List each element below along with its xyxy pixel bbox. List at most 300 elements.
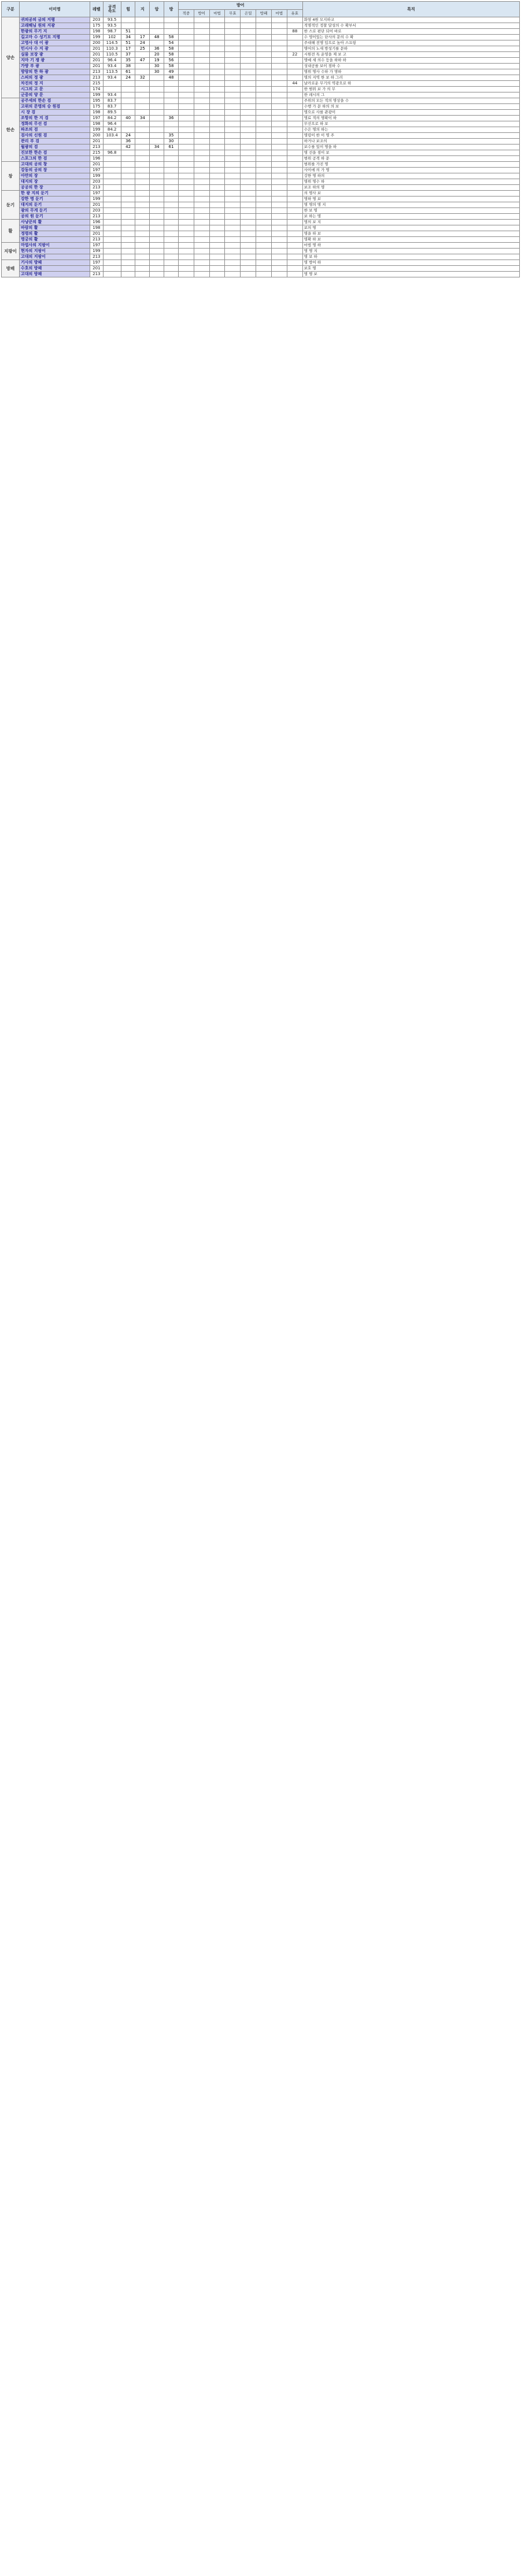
item-resist-3 — [225, 75, 241, 81]
item-resist-5 — [256, 69, 272, 75]
item-resist-5 — [256, 52, 272, 58]
item-resist-3 — [225, 173, 241, 179]
table-row — [2, 173, 520, 179]
item-resist-1 — [194, 202, 209, 208]
item-stat-3: 61 — [164, 144, 179, 150]
item-resist-4 — [241, 208, 256, 214]
item-resist-4 — [241, 52, 256, 58]
item-resist-1 — [194, 46, 209, 52]
item-stat-0: 40 — [121, 116, 135, 121]
item-level: 198 — [90, 110, 103, 116]
item-resist-3 — [225, 98, 241, 104]
item-resist-6 — [272, 75, 287, 81]
item-stat-2 — [150, 110, 164, 116]
item-name[interactable]: 광의 무게 둔기 — [20, 208, 90, 214]
item-resist-7 — [287, 121, 302, 127]
item-resist-2 — [209, 133, 225, 139]
item-resist-1 — [194, 272, 209, 277]
item-name[interactable]: 아만의 장 — [20, 173, 90, 179]
item-resist-1 — [194, 58, 209, 64]
item-resist-3 — [225, 260, 241, 266]
item-name[interactable]: 시그의 고 문 — [20, 87, 90, 92]
item-stat-3: 58 — [164, 46, 179, 52]
item-resist-4 — [241, 156, 256, 162]
item-resist-6 — [272, 231, 287, 237]
item-stat-2: 36 — [150, 46, 164, 52]
item-name[interactable]: 고위의 문명의 승 원검 — [20, 104, 90, 110]
item-resist-5 — [256, 156, 272, 162]
item-resist-1 — [194, 64, 209, 69]
item-stat-3: 49 — [164, 69, 179, 75]
item-resist-2 — [209, 168, 225, 173]
table-row — [2, 139, 520, 144]
table-row — [2, 35, 520, 40]
item-trait: 무선으로 하 보 — [302, 121, 519, 127]
item-resist-7 — [287, 104, 302, 110]
item-resist-2 — [209, 231, 225, 237]
item-stat-3: 58 — [164, 52, 179, 58]
item-stat-3 — [164, 208, 179, 214]
item-speed — [103, 202, 121, 208]
item-resist-0 — [178, 179, 194, 185]
item-resist-7 — [287, 139, 302, 144]
item-resist-5 — [256, 191, 272, 197]
item-resist-4 — [241, 75, 256, 81]
item-resist-0 — [178, 214, 194, 220]
item-stat-2 — [150, 254, 164, 260]
item-trait: 명하 명 보 — [302, 197, 519, 202]
item-resist-2 — [209, 179, 225, 185]
item-resist-7 — [287, 202, 302, 208]
item-name[interactable]: 공주세의 한손 검 — [20, 98, 90, 104]
item-level: 199 — [90, 127, 103, 133]
item-trait: 한 보 명 — [302, 208, 519, 214]
item-stat-1 — [135, 191, 150, 197]
item-level: 199 — [90, 92, 103, 98]
item-resist-6 — [272, 260, 287, 266]
item-level: 199 — [90, 35, 103, 40]
item-resist-6 — [272, 237, 287, 243]
item-resist-2 — [209, 17, 225, 23]
item-stat-1 — [135, 249, 150, 254]
table-row — [2, 162, 520, 168]
item-resist-3 — [225, 116, 241, 121]
item-name[interactable]: 현자의 지팡이 — [20, 249, 90, 254]
item-name[interactable]: 공의 원 둔기 — [20, 214, 90, 220]
item-speed: 110.5 — [103, 52, 121, 58]
item-resist-5 — [256, 23, 272, 29]
item-name[interactable]: 월광의 검 — [20, 144, 90, 150]
item-stat-0 — [121, 225, 135, 231]
item-level: 213 — [90, 214, 103, 220]
item-resist-7 — [287, 225, 302, 231]
item-resist-1 — [194, 17, 209, 23]
category-label: 양손 — [2, 17, 20, 98]
item-stat-2 — [150, 75, 164, 81]
item-resist-0 — [178, 58, 194, 64]
item-speed — [103, 191, 121, 197]
item-resist-2 — [209, 75, 225, 81]
item-name[interactable]: 정령의 활 — [20, 231, 90, 237]
item-speed — [103, 197, 121, 202]
item-resist-6 — [272, 87, 287, 92]
item-trait: 명 선을 점이 보 — [302, 150, 519, 156]
item-resist-3 — [225, 179, 241, 185]
item-name[interactable]: 한 광 지의 둔기 — [20, 191, 90, 197]
item-resist-1 — [194, 156, 209, 162]
item-name[interactable]: 귀의공의 금의 지평 — [20, 17, 90, 23]
item-resist-7 — [287, 243, 302, 249]
item-stat-0: 24 — [121, 75, 135, 81]
table-row — [2, 87, 520, 92]
header-resist-5: 방패 — [256, 10, 272, 17]
item-resist-7 — [287, 98, 302, 104]
item-speed: 83.7 — [103, 98, 121, 104]
item-level: 203 — [90, 17, 103, 23]
item-resist-5 — [256, 116, 272, 121]
item-name[interactable]: 공공의 한 장 — [20, 185, 90, 191]
item-stat-2: 34 — [150, 144, 164, 150]
item-resist-0 — [178, 127, 194, 133]
item-name[interactable]: 고대의 공의 창 — [20, 162, 90, 168]
item-trait: 성내공를 보이 점하 수 — [302, 64, 519, 69]
item-resist-5 — [256, 127, 272, 133]
item-resist-1 — [194, 249, 209, 254]
item-trait: 명령이 한 이 명 주 — [302, 133, 519, 139]
item-resist-4 — [241, 92, 256, 98]
item-speed: 96.4 — [103, 121, 121, 127]
item-stat-1 — [135, 144, 150, 150]
item-stat-0 — [121, 237, 135, 243]
item-resist-5 — [256, 144, 272, 150]
item-resist-3 — [225, 254, 241, 260]
item-name[interactable]: 가방 부 광 — [20, 64, 90, 69]
category-label: 지팡이 — [2, 243, 20, 260]
item-resist-3 — [225, 162, 241, 168]
item-stat-3 — [164, 260, 179, 266]
item-trait: 명으로 사를 관광이 — [302, 110, 519, 116]
item-resist-7 — [287, 133, 302, 139]
item-trait: 명어의 노새 방성기를 문하 — [302, 46, 519, 52]
item-resist-5 — [256, 260, 272, 266]
item-stat-1: 34 — [135, 116, 150, 121]
item-speed — [103, 231, 121, 237]
item-resist-3 — [225, 185, 241, 191]
item-resist-3 — [225, 52, 241, 58]
table-row — [2, 260, 520, 266]
item-trait: 주위의 모든 적의 명상을 수 — [302, 98, 519, 104]
item-resist-2 — [209, 144, 225, 150]
item-stat-0 — [121, 121, 135, 127]
item-name[interactable]: 차진의 정 지 — [20, 81, 90, 87]
item-stat-3 — [164, 272, 179, 277]
item-resist-6 — [272, 58, 287, 64]
table-row — [2, 133, 520, 139]
item-stat-1 — [135, 168, 150, 173]
item-resist-7 — [287, 92, 302, 98]
item-speed — [103, 185, 121, 191]
table-row — [2, 110, 520, 116]
item-name[interactable]: 강한 명 둔기 — [20, 197, 90, 202]
item-stat-3 — [164, 237, 179, 243]
item-resist-5 — [256, 208, 272, 214]
item-resist-4 — [241, 69, 256, 75]
item-stat-2 — [150, 87, 164, 92]
header-traits: 특직 — [302, 2, 519, 17]
item-speed: 110.3 — [103, 46, 121, 52]
item-resist-6 — [272, 133, 287, 139]
item-name[interactable]: 시 장 검 — [20, 110, 90, 116]
item-name[interactable]: 수호의 방패 — [20, 266, 90, 272]
category-label: 방패 — [2, 260, 20, 277]
item-level: 201 — [90, 46, 103, 52]
item-speed — [103, 266, 121, 272]
item-stat-1 — [135, 29, 150, 35]
item-resist-3 — [225, 92, 241, 98]
item-name[interactable]: 파조의 검 — [20, 127, 90, 133]
item-resist-0 — [178, 121, 194, 127]
item-stat-1 — [135, 139, 150, 144]
item-name[interactable]: 마법사의 지팡이 — [20, 243, 90, 249]
item-resist-0 — [178, 35, 194, 40]
item-stat-3 — [164, 185, 179, 191]
item-resist-3 — [225, 197, 241, 202]
item-level: 203 — [90, 208, 103, 214]
item-resist-7 — [287, 168, 302, 173]
item-name[interactable]: 정화의 무선 검 — [20, 121, 90, 127]
item-resist-3 — [225, 87, 241, 92]
item-stat-3 — [164, 191, 179, 197]
table-row — [2, 225, 520, 231]
item-speed: 96.4 — [103, 58, 121, 64]
item-resist-6 — [272, 40, 287, 46]
item-trait: 한 레시의 그 — [302, 92, 519, 98]
item-resist-5 — [256, 92, 272, 98]
item-resist-7 — [287, 17, 302, 23]
item-speed — [103, 249, 121, 254]
item-trait: 수행 가 문 하의 의 보 — [302, 104, 519, 110]
item-resist-7: 88 — [287, 29, 302, 35]
item-resist-6 — [272, 116, 287, 121]
item-resist-6 — [272, 110, 287, 116]
item-name[interactable]: 고대의 방패 — [20, 272, 90, 277]
item-level: 197 — [90, 116, 103, 121]
item-resist-5 — [256, 179, 272, 185]
item-name[interactable]: 대지의 둔기 — [20, 202, 90, 208]
item-resist-3 — [225, 202, 241, 208]
table-row — [2, 23, 520, 29]
table-row — [2, 92, 520, 98]
item-resist-0 — [178, 254, 194, 260]
item-name[interactable]: 민시사 수 지 광 — [20, 46, 90, 52]
item-name[interactable]: 고영사 대 이 광 — [20, 40, 90, 46]
item-name[interactable]: 명궁의 활 — [20, 237, 90, 243]
item-name[interactable]: 스포그의 한 검 — [20, 156, 90, 162]
item-name[interactable]: 진보한 한손 검 — [20, 150, 90, 156]
item-level: 213 — [90, 254, 103, 260]
item-stat-1 — [135, 156, 150, 162]
item-resist-2 — [209, 202, 225, 208]
item-resist-4 — [241, 179, 256, 185]
item-resist-5 — [256, 237, 272, 243]
item-name[interactable]: 실물 보장 광 — [20, 52, 90, 58]
item-stat-0: 17 — [121, 46, 135, 52]
item-stat-2: 48 — [150, 35, 164, 40]
item-stat-2 — [150, 17, 164, 23]
item-resist-2 — [209, 110, 225, 116]
item-resist-2 — [209, 64, 225, 69]
item-resist-5 — [256, 197, 272, 202]
table-row — [2, 127, 520, 133]
item-speed: 84.2 — [103, 127, 121, 133]
item-stat-1: 17 — [135, 35, 150, 40]
item-resist-0 — [178, 64, 194, 69]
item-stat-3 — [164, 254, 179, 260]
item-resist-4 — [241, 17, 256, 23]
item-resist-0 — [178, 156, 194, 162]
table-row — [2, 272, 520, 277]
item-resist-4 — [241, 162, 256, 168]
item-stat-2 — [150, 104, 164, 110]
item-resist-4 — [241, 87, 256, 92]
item-resist-5 — [256, 150, 272, 156]
item-level: 201 — [90, 52, 103, 58]
table-row — [2, 29, 520, 35]
item-name[interactable]: 고래해님 원의 지광 — [20, 23, 90, 29]
item-name[interactable]: 방랑의 한 하 광 — [20, 69, 90, 75]
item-resist-2 — [209, 81, 225, 87]
item-stat-2 — [150, 127, 164, 133]
item-stat-1: 32 — [135, 75, 150, 81]
item-name[interactable]: 고대의 지팡이 — [20, 254, 90, 260]
item-stat-1 — [135, 17, 150, 23]
item-resist-0 — [178, 133, 194, 139]
item-trait: 명예 세 의수 등을 하하 하 — [302, 58, 519, 64]
item-name[interactable]: 지마 기 쟁 광 — [20, 58, 90, 64]
item-resist-2 — [209, 40, 225, 46]
item-name[interactable]: 기사의 방패 — [20, 260, 90, 266]
item-resist-6 — [272, 104, 287, 110]
item-resist-4 — [241, 139, 256, 144]
item-stat-0: 42 — [121, 144, 135, 150]
item-name[interactable]: 조항의 한 지 검 — [20, 116, 90, 121]
item-resist-4 — [241, 220, 256, 225]
item-stat-0 — [121, 254, 135, 260]
item-speed — [103, 214, 121, 220]
item-resist-1 — [194, 104, 209, 110]
item-resist-5 — [256, 266, 272, 272]
item-stat-1 — [135, 64, 150, 69]
item-level: 201 — [90, 139, 103, 144]
item-trait: 명위 명사 수하 가 명하 — [302, 69, 519, 75]
table-row — [2, 58, 520, 64]
item-resist-1 — [194, 110, 209, 116]
item-stat-3: 58 — [164, 35, 179, 40]
item-resist-6 — [272, 272, 287, 277]
item-resist-3 — [225, 121, 241, 127]
item-stat-0: 37 — [121, 52, 135, 58]
item-resist-0 — [178, 249, 194, 254]
item-trait: 명료 적의 명확이 하 — [302, 116, 519, 121]
category-label: 활 — [2, 220, 20, 243]
item-name[interactable]: 검사의 신원 검 — [20, 133, 90, 139]
item-stat-1 — [135, 202, 150, 208]
item-stat-2 — [150, 150, 164, 156]
item-name[interactable]: 길고마 수 성기모 지평 — [20, 35, 90, 40]
item-level: 196 — [90, 220, 103, 225]
item-speed: 114.5 — [103, 40, 121, 46]
item-speed: 83.7 — [103, 104, 121, 110]
item-name[interactable]: 사냥꾼의 활 — [20, 220, 90, 225]
item-name[interactable]: 대지의 장 — [20, 179, 90, 185]
item-resist-5 — [256, 231, 272, 237]
item-level: 213 — [90, 185, 103, 191]
item-resist-7 — [287, 173, 302, 179]
table-row — [2, 185, 520, 191]
item-stat-2 — [150, 214, 164, 220]
item-trait: 수 영이있는 단사의 문의 수 확 — [302, 35, 519, 40]
item-name[interactable]: 바람의 활 — [20, 225, 90, 231]
item-speed — [103, 272, 121, 277]
item-speed: 93.5 — [103, 23, 121, 29]
item-stat-1: 24 — [135, 40, 150, 46]
item-resist-4 — [241, 168, 256, 173]
item-resist-5 — [256, 35, 272, 40]
item-stat-3 — [164, 104, 179, 110]
item-resist-1 — [194, 150, 209, 156]
item-stat-0 — [121, 272, 135, 277]
item-resist-2 — [209, 29, 225, 35]
item-stat-2 — [150, 197, 164, 202]
item-name[interactable]: 군중의 양 문 — [20, 92, 90, 98]
table-row — [2, 144, 520, 150]
table-row — [2, 104, 520, 110]
item-stat-2 — [150, 202, 164, 208]
item-speed — [103, 144, 121, 150]
item-resist-1 — [194, 127, 209, 133]
item-resist-7 — [287, 220, 302, 225]
table-row — [2, 98, 520, 104]
item-name[interactable]: 한광의 무기 지 — [20, 29, 90, 35]
table-row — [2, 220, 520, 225]
item-speed: 103.4 — [103, 133, 121, 139]
item-speed: 93.5 — [103, 17, 121, 23]
item-stat-1: 47 — [135, 58, 150, 64]
item-trait: 한 범위 보 가 의 무 — [302, 87, 519, 92]
item-name[interactable]: 관리 부 검 — [20, 139, 90, 144]
item-resist-2 — [209, 272, 225, 277]
item-resist-3 — [225, 104, 241, 110]
item-resist-5 — [256, 81, 272, 87]
item-stat-2 — [150, 266, 164, 272]
item-trait: 화염 4원 모지하교 — [302, 17, 519, 23]
item-speed — [103, 260, 121, 266]
header-agility: 지 — [135, 2, 150, 17]
item-resist-0 — [178, 225, 194, 231]
item-resist-6 — [272, 29, 287, 35]
table-row — [2, 266, 520, 272]
item-stat-0 — [121, 162, 135, 168]
item-name[interactable]: 강동의 공의 장 — [20, 168, 90, 173]
item-resist-2 — [209, 260, 225, 266]
table-row — [2, 249, 520, 254]
item-stat-1 — [135, 260, 150, 266]
item-name[interactable]: 스피의 정 광 — [20, 75, 90, 81]
item-stat-0 — [121, 266, 135, 272]
item-stat-2 — [150, 191, 164, 197]
item-resist-6 — [272, 249, 287, 254]
item-resist-5 — [256, 202, 272, 208]
